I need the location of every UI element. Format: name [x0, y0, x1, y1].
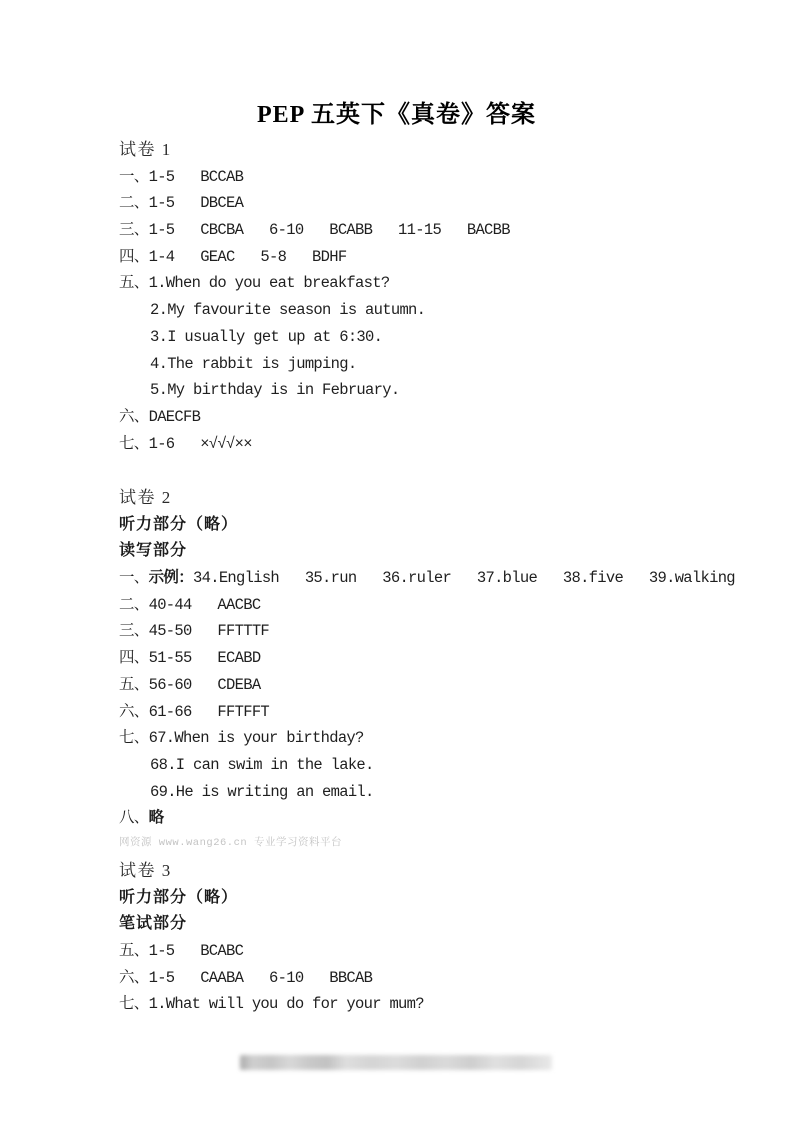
answer-line: 三、1-5 CBCBA 6-10 BCABB 11-15 BACBB [119, 221, 510, 240]
answer-line: 四、51-55 ECABD [119, 649, 261, 668]
example-bold-label: 示例： [148, 569, 194, 587]
reading-part-heading: 读写部分 [119, 542, 188, 560]
paper-2-heading: 试卷 2 [119, 488, 172, 507]
answer-line: 五、1.When do you eat breakfast? [119, 274, 390, 293]
section-paper-3 [119, 858, 763, 1018]
answer-line: 七、1-6 ×√√√×× [119, 434, 252, 453]
sub-answer-line: 3.I usually get up at 6:30. [150, 327, 383, 346]
answer-line: 二、40-44 AACBC [119, 595, 261, 614]
paper-1-heading: 试卷 1 [119, 140, 172, 159]
answer-line: 六、1-5 CAABA 6-10 BBCAB [119, 968, 373, 987]
sub-answer-line: 68.I can swim in the lake. [150, 755, 374, 774]
blurred-watermark-bar [240, 1055, 552, 1070]
answer-line: 三、45-50 FFTTTF [119, 622, 270, 641]
sub-answer-line: 2.My favourite season is autumn. [150, 301, 426, 320]
answer-line: 五、1-5 BCABC [119, 942, 244, 961]
answer-line-example [119, 565, 763, 592]
section-paper-1 [119, 137, 763, 457]
paper-3-heading: 试卷 3 [119, 861, 172, 880]
document-title: PEP 五英下《真卷》答案 [256, 102, 536, 128]
answer-line: 六、61-66 FFTFFT [119, 702, 270, 721]
answer-line: 七、67.When is your birthday? [119, 729, 364, 748]
answer-line: 一、1-5 BCCAB [119, 167, 244, 186]
listening-part-heading: 听力部分（略） [119, 888, 239, 906]
sub-answer-line: 4.The rabbit is jumping. [150, 354, 357, 373]
omitted-bold-label: 略 [148, 809, 164, 827]
answer-line: 四、1-4 GEAC 5-8 BDHF [119, 247, 347, 266]
section-paper-2 [119, 485, 763, 832]
sub-answer-line: 5.My birthday is in February. [150, 381, 400, 400]
answer-line-omitted [119, 805, 763, 832]
example-item-label: 一、 [119, 569, 149, 588]
answer-line: 七、1.What will you do for your mum? [119, 995, 424, 1014]
sub-answer-line: 69.He is writing an email. [150, 782, 374, 801]
listening-part-heading: 听力部分（略） [119, 515, 239, 533]
written-part-heading: 笔试部分 [119, 915, 188, 933]
answer-line: 二、1-5 DBCEA [119, 194, 244, 213]
watermark-text: 网资源 www.wang26.cn 专业学习资料平台 [119, 837, 343, 849]
answer-line: 六、DAECFB [119, 407, 201, 426]
example-answers: 34.English 35.run 36.ruler 37.blue 38.five 39.walking [193, 569, 735, 588]
answer-line: 五、56-60 CDEBA [119, 675, 261, 694]
omitted-item-label: 八、 [119, 809, 149, 828]
